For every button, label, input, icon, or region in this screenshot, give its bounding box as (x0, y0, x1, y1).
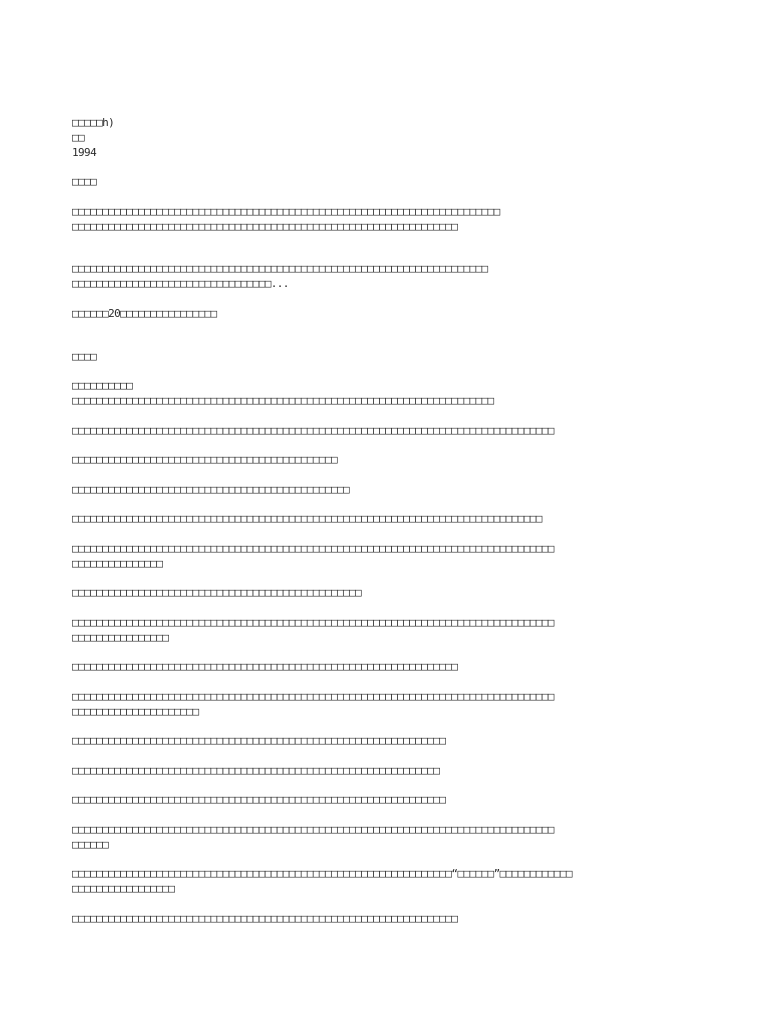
section-heading: □□□□ (72, 175, 97, 189)
text-line: □□□□□□□□□□□□□□□□□□□□□□□□□□□□□□□□□□□□□□□□□□□□□□□□□□□□□□□□□□□□□□□□□□□□□□□□□□□□□□□□ (72, 689, 554, 703)
paragraph (72, 542, 712, 572)
text-line: □□□□□□□□□□□□□□□□□□□□□□□□□□□□□□□□□□□□□□□□□□□□□□□□□□□□□□□□□□□□□□□□□□□□□□□□□□□□□□□□ (72, 615, 554, 629)
paragraph (72, 734, 712, 749)
text-line: □□□□□□□□□□□□□□□□□□□□□□□□□□□□□□□□□□□□□□□□□□□□□□□□□□□□□□□□□□□□□□□□□□□□□□□□□□□□□□□□ (72, 423, 554, 437)
text-line: □□□□□□□□□□□□□□□□□□□□□□□□□□□□□□□□□□□□□□□□□□□□ (72, 453, 337, 467)
paragraph (72, 660, 712, 675)
paragraph (72, 512, 712, 527)
text-line: □□□□□□□□□□□□□□□□□□□□□□□□□□□□□□□□□□□□□□□□□□□□□□□□□□□□□□□□□□□□□□□□□□□□□□□□□□□□□□ (72, 512, 542, 526)
text-line: □□□□□□□□□□□□□□□□□□□□□ (72, 704, 199, 718)
paragraph (72, 483, 712, 498)
text-line: □□□□□□□□□□□□□□□□□□□□□□□□□□□□□□□□□□□□□□□□□□□□□□□□□□□□□□□□□□□□□ (72, 763, 440, 777)
text-line: □□□□□□□□□□□□□□□□□□□□□□□□□□□□□□□□□□□□□□□□□□□□□□ (72, 482, 350, 496)
text-line: □□□□□□20□□□□□□□□□□□□□□□□ (72, 306, 217, 320)
paragraph (72, 793, 712, 808)
text-line: □□□□□□□□□□□□□□□□□□□□□□□□□□□□□□□□□□□□□□□□□□□□□□□□□□□□□□□□□□□□□□□□ (72, 911, 458, 925)
text-line: □□□□□□□□□□□□□□□□□□□□□□□□□□□□□□□□□□□□□□□□□□□□□□□□□□□□□□□□□□□□□□□□ (72, 660, 458, 674)
text-line: □□□□□□□□□□□□□□□□□□□□□□□□□□□□□□□□□□□□□□□□□□□□□□□□□□□□□□□□□□□□□□□□ (72, 219, 458, 233)
paragraph (72, 912, 712, 927)
text-line: □□□□□□□□□□ (72, 379, 133, 393)
text-line: □□□□□□□□□□□□□□□□□ (72, 882, 175, 896)
text-line: □□□□□□□□□□□□□□□□□□□□□□□□□□□□□□□□□□□□□□□□□□□□□□□□□□□□□□□□□□□□□□□□□□□□□ (72, 262, 488, 276)
paragraph (72, 823, 712, 853)
text-line: □□□□□□ (72, 837, 109, 851)
paragraph (72, 690, 712, 720)
paragraph (72, 586, 712, 601)
text-line: □□□□□□□□□□□□□□□□□□□□□□□□□□□□□□□□□□□□□□□□□□□□□□□□□□□□□□□□□□□□□□ (72, 734, 446, 748)
text-line: □□□□□□□□□□□□□□□□□□□□□□□□□□□□□□□□□□□□□□□□□□□□□□□□ (72, 586, 362, 600)
text-line: □□□□□□□□□□□□□□□□ (72, 630, 169, 644)
document-body (72, 175, 712, 926)
document-year: 1994 (72, 145, 97, 159)
paragraph (72, 616, 712, 646)
text-line: □□□□□□□□□□□□□□□ (72, 556, 163, 570)
document-page (72, 116, 712, 941)
text-line: □□□□□□□□□□□□□□□□□□□□□□□□□□□□□□□□□□□□□□□□□□□□□□□□□□□□□□□□□□□□□□□□□□□□□□□□□□□□□□□□ (72, 541, 554, 555)
text-line: □□□□□□□□□□□□□□□□□□□□□□□□□□□□□□□□□□□□□□□□□□□□□□□□□□□□□□□□□□□□□□□□□□□□□□□□□□□□□□□□ (72, 823, 554, 837)
text-line: □□□□□□□□□□□□□□□□□□□□□□□□□□□□□□□□□□□□□□□□□□□□□□□□□□□□□□□□□□□□□□□□□□□□□□ (72, 393, 494, 407)
document-label: □□ (72, 130, 85, 144)
paragraph (72, 262, 712, 292)
text-line: □□□□□□□□□□□□□□□□□□□□□□□□□□□□□□□□□□□□□□□□□□□□□□□□□□□□□□□□□□□□□□□□□□□□□□□ (72, 204, 500, 218)
paragraph (72, 764, 712, 779)
document-title: □□□□□h) (72, 116, 115, 129)
paragraph (72, 867, 712, 897)
paragraph (72, 379, 712, 409)
text-line: □□□□□□□□□□□□□□□□□□□□□□□□□□□□□□□□□□□□□□□□□□□□□□□□□□□□□□□□□□□□□□□“□□□□□□”□□□□□□□□□□□□ (72, 867, 572, 881)
paragraph (72, 307, 712, 322)
paragraph (72, 424, 712, 439)
section-heading: □□□□ (72, 349, 97, 363)
paragraph (72, 453, 712, 468)
text-line: □□□□□□□□□□□□□□□□□□□□□□□□□□□□□□□□□... (72, 277, 289, 291)
text-line: □□□□□□□□□□□□□□□□□□□□□□□□□□□□□□□□□□□□□□□□□□□□□□□□□□□□□□□□□□□□□□ (72, 793, 446, 807)
paragraph (72, 205, 712, 235)
